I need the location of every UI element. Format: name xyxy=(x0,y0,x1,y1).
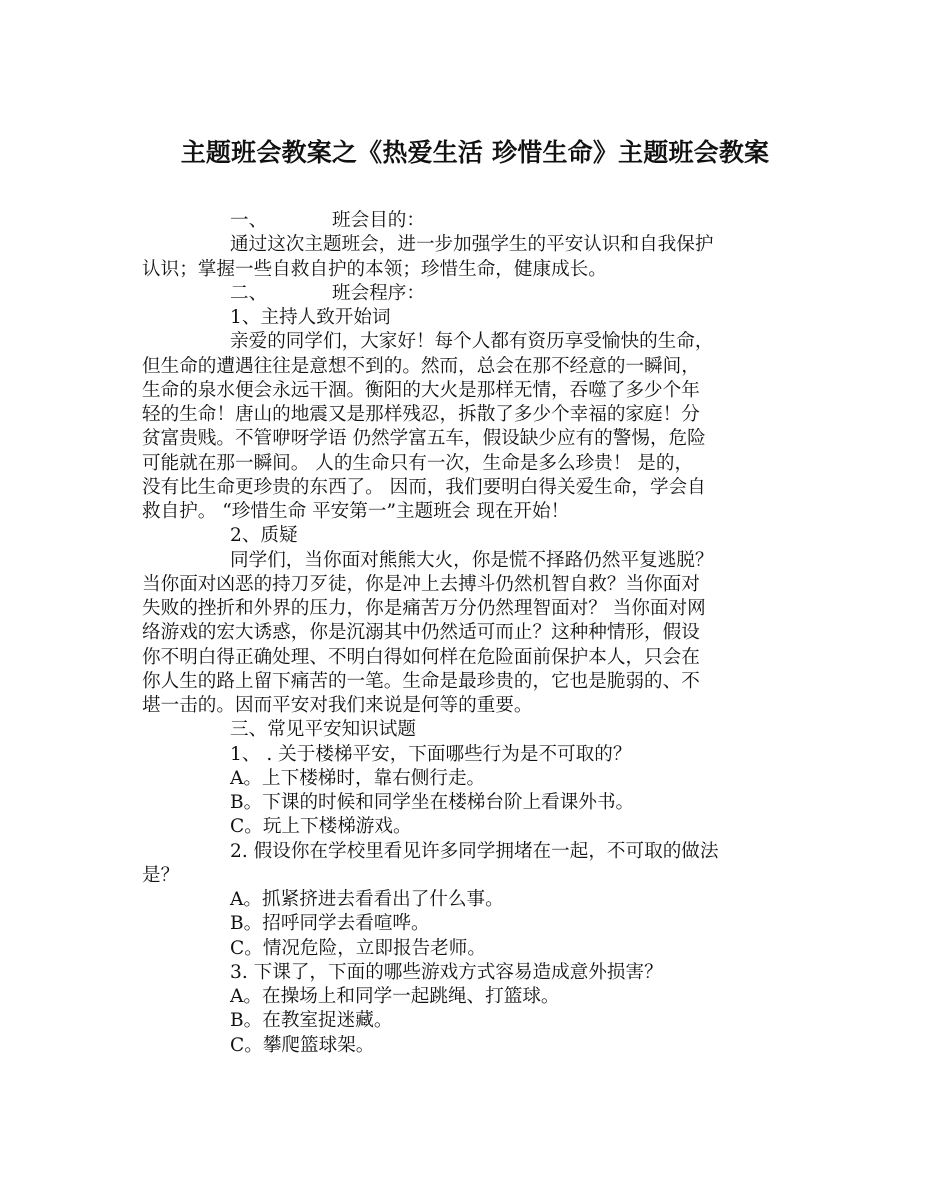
paragraph-line xyxy=(142,258,812,282)
paragraph-line xyxy=(142,646,812,670)
paragraph-line xyxy=(142,1009,812,1033)
line-text: C。攀爬篮球架。 xyxy=(230,1034,375,1056)
paragraph-line xyxy=(142,549,812,573)
line-text: 没有比生命更珍贵的东西了。 因而，我们要明白得关爱生命，学会自 xyxy=(142,476,706,498)
paragraph-line xyxy=(142,694,812,718)
line-text: 认识；掌握一些自救自护的本领；珍惜生命，健康成长。 xyxy=(142,258,607,280)
paragraph-line xyxy=(142,282,812,306)
paragraph-line xyxy=(142,452,812,476)
line-text: 通过这次主题班会，进一步加强学生的平安认识和自我保护 xyxy=(230,234,714,256)
paragraph-line xyxy=(142,937,812,961)
section-number: 一、 xyxy=(230,210,268,231)
line-text: A。抓紧挤进去看看出了什么事。 xyxy=(230,889,504,910)
paragraph-line xyxy=(142,743,812,767)
line-text: 3. 下课了，下面的哪些游戏方式容易造成意外损害？ xyxy=(230,961,663,983)
paragraph-line xyxy=(142,597,812,621)
paragraph-line xyxy=(142,427,812,451)
line-text: 生命的泉水便会永远干涸。衡阳的大火是那样无情，吞噬了多少个年 xyxy=(142,379,700,401)
paragraph-line xyxy=(142,888,812,912)
line-text: 贫富贵贱。不管咿呀学语 仍然学富五车，假设缺少应有的警惕，危险 xyxy=(142,428,706,450)
line-text: 班会程序： xyxy=(332,282,425,304)
line-text: 是？ xyxy=(142,864,180,886)
line-text: 2. 假设你在学校里看见许多同学拥堵在一起，不可取的做法 xyxy=(230,840,719,862)
paragraph-line xyxy=(142,233,812,257)
document-title: 主题班会教案之《热爱生活 珍惜生命》主题班会教案 xyxy=(180,138,770,167)
line-text: 2、质疑 xyxy=(230,525,298,547)
paragraph-line xyxy=(142,355,812,379)
line-text: B。招呼同学去看喧哗。 xyxy=(230,913,430,935)
line-text: A。上下楼梯时，靠右侧行走。 xyxy=(230,767,486,789)
paragraph-line xyxy=(142,476,812,500)
line-text: 你人生的路上留下痛苦的一笔。生命是最珍贵的，它也是脆弱的、不 xyxy=(142,670,700,692)
paragraph-line xyxy=(142,524,812,548)
line-text: 1、 . 关于楼梯平安，下面哪些行为是不可取的？ xyxy=(230,743,632,765)
section-number: 二、 xyxy=(230,282,268,304)
paragraph-line xyxy=(142,379,812,403)
paragraph-line xyxy=(142,306,812,330)
paragraph-line xyxy=(142,864,812,888)
line-text: 络游戏的宏大诱惑，你是沉溺其中仍然适可而止？这种种情形，假设 xyxy=(142,622,700,644)
paragraph-line xyxy=(142,840,812,864)
paragraph-line xyxy=(142,985,812,1009)
paragraph-line xyxy=(142,573,812,597)
paragraph-line xyxy=(142,1034,812,1058)
line-text: C。玩上下楼梯游戏。 xyxy=(230,816,412,838)
paragraph-line xyxy=(142,791,812,815)
line-text: 三、常见平安知识试题 xyxy=(230,719,416,741)
paragraph-line xyxy=(142,670,812,694)
line-text: 但生命的遭遇往往是意想不到的。然而，总会在那不经意的一瞬间， xyxy=(142,355,700,377)
paragraph-line xyxy=(142,718,812,742)
paragraph-line xyxy=(142,961,812,985)
paragraph-line xyxy=(142,767,812,791)
line-text: 救自护。 “珍惜生命 平安第一”主题班会 现在开始！ xyxy=(142,501,570,522)
paragraph-line xyxy=(142,403,812,427)
line-text: C。情况危险，立即报告老师。 xyxy=(230,937,486,959)
line-text: 当你面对凶恶的持刀歹徒，你是冲上去搏斗仍然机智自救？当你面对 xyxy=(142,573,700,595)
line-text: B。下课的时候和同学坐在楼梯台阶上看课外书。 xyxy=(230,792,635,813)
paragraph-line xyxy=(142,209,812,233)
line-text: 你不明白得正确处理、不明白得如何样在危险面前保护本人，只会在 xyxy=(142,646,700,668)
line-text: 堪一击的。因而平安对我们来说是何等的重要。 xyxy=(142,695,533,716)
line-text: A。在操场上和同学一起跳绳、打篮球。 xyxy=(230,986,560,1007)
line-text: 亲爱的同学们，大家好！每个人都有资历享受愉快的生命， xyxy=(230,331,714,353)
document-body xyxy=(142,209,812,1058)
paragraph-line xyxy=(142,815,812,839)
paragraph-line xyxy=(142,621,812,645)
paragraph-line xyxy=(142,500,812,524)
line-text: B。在教室捉迷藏。 xyxy=(230,1010,393,1032)
line-text: 班会目的： xyxy=(332,210,425,231)
line-text: 轻的生命！唐山的地震又是那样残忍，拆散了多少个幸福的家庭！分 xyxy=(142,404,700,425)
paragraph-line xyxy=(142,912,812,936)
line-text: 失败的挫折和外界的压力，你是痛苦万分仍然理智面对？ 当你面对网 xyxy=(142,598,706,619)
paragraph-line xyxy=(142,330,812,354)
line-text: 同学们，当你面对熊熊大火，你是慌不择路仍然平复逃脱？ xyxy=(230,549,714,571)
line-text: 1、主持人致开始词 xyxy=(230,307,391,328)
line-text: 可能就在那一瞬间。 人的生命只有一次，生命是多么珍贵！ 是的， xyxy=(142,452,694,474)
